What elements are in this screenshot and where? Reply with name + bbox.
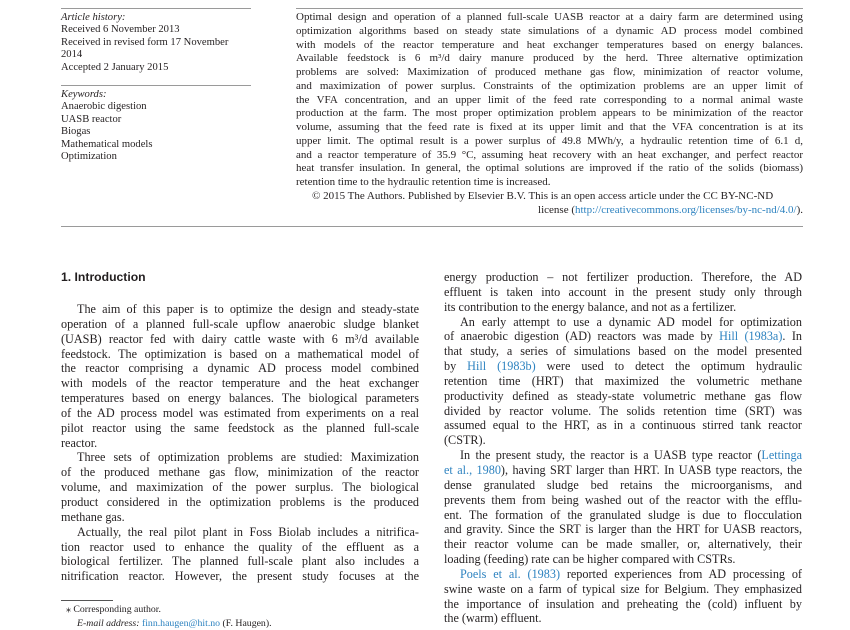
text-line: with models of the reactor temperature and the heat exchanger (61, 376, 419, 391)
text-line: heat transfer insulation. In general, the optimal solutions are improved if the ratio of the solids (biomass) (296, 162, 803, 175)
abstract-bottom-rule (61, 226, 803, 227)
keyword: UASB reactor (61, 113, 122, 125)
text-line: and gravity. Since the SRT is larger than the HRT for UASB reactors, (444, 522, 802, 537)
text-line: et al., 1980), having SRT larger than HRT. In UASB type reactors, the (444, 462, 802, 477)
text-line: Actually, the real pilot plant in Foss Biolab includes a nitrifica- (77, 524, 419, 539)
text-line: the reactor comprising a dynamic AD process model combined (61, 361, 419, 376)
text-line: Optimal design and operation of a planned full-scale UASB reactor at a dairy farm are determined using (296, 11, 803, 23)
reference-link[interactable]: Lettinga (761, 448, 802, 463)
text-line: volume, and maximization of the power surplus. The biological (61, 480, 419, 495)
article-history (61, 12, 251, 74)
text-line: of the produced methane gas flow, minimization of the reactor (61, 465, 419, 480)
text-line: Three sets of optimization problems are studied: Maximization (77, 450, 419, 465)
text-line: Available feedstock is 6 m³/d dairy manure produced by the herd. Three alternative optimization (296, 52, 803, 65)
text-line: operation of a planned full-scale upflow anaerobic sludge blanket (61, 316, 419, 331)
text-line: energy production – not fertilizer production. Therefore, the AD (444, 270, 802, 284)
left-column (61, 302, 419, 584)
text-line: assumed equal to the HRT, as in a continuous stirred tank reactor (444, 418, 802, 433)
keyword: Mathematical models (61, 138, 153, 150)
top-rule-left (61, 8, 251, 9)
text-line: methane gas. (61, 509, 125, 524)
abstract-paragraph (296, 204, 803, 218)
top-rule-right (296, 8, 803, 9)
email-link[interactable]: finn.haugen@hit.no (141, 617, 221, 629)
text-line: productivity defined as steady-state volumetric methane gas flow (444, 388, 802, 403)
text-line: retention time (HRT) that maximized the volumetric methane (444, 373, 802, 388)
text-line: license (http://creativecommons.org/licenses/by-nc-nd/4.0/). (538, 203, 803, 216)
text-line: pilot reactor using the same feedstock as the planned full-scale (61, 420, 419, 435)
keyword: Optimization (61, 151, 117, 163)
text-line: and maximization of power surplus. Constraints of the optimization problems are an upper limit of (296, 79, 803, 92)
text-line: biological fertilizer. The planned full-scale plant also includes a (61, 554, 419, 569)
text-line: The aim of this paper is to optimize the design and steady-state (77, 302, 419, 316)
email-label: E-mail address: (77, 617, 140, 629)
text-line: volume, assuming that the feed rate is fixed at its upper limit and that the VFA concentration is at its (296, 121, 803, 133)
text-line: An early attempt to use a dynamic AD model for optimization (460, 314, 802, 329)
abstract-paragraph (296, 11, 803, 190)
text-line: tion reactor used to enhance the quality of the effluent as a (61, 539, 419, 554)
text-line: (UASB) reactor fed with dairy cattle waste with 6 m³/d available (61, 331, 419, 346)
text-line: that study, a series of simulations based on the model presented (444, 344, 802, 359)
text-line: dense granulated sludge bed retains the microorganisms, and (444, 477, 802, 492)
right-column-paragraph (444, 448, 802, 567)
history-item: Received in revised form 17 November 2014 (61, 36, 229, 61)
abstract-paragraph (296, 190, 803, 204)
text-line: divided by reactor volume. The solids retention time (SRT) was (444, 403, 802, 418)
reference-link[interactable]: Poels et al. (1983) (460, 566, 561, 581)
text-line: of the AD process model was estimated from experiments on a real (61, 405, 419, 420)
text-line: swine waste on a farm of typical size for Belgium. They emphasized (444, 581, 802, 596)
text-line: of anaerobic digestion (AD) reactors was made by Hill (1983a). In (444, 329, 802, 344)
text-line: optimization algorithms based on steady state simulations of a dynamic AD process model combined (296, 24, 803, 37)
history-item: Received 6 November 2013 (61, 24, 180, 36)
text-line: the (warm) effluent. (444, 611, 542, 626)
text-line: ent. The formation of the granulated sludge is due to flocculation (444, 507, 802, 522)
keywords-rule (61, 85, 251, 86)
footnote (61, 603, 272, 630)
reference-link[interactable]: Hill (1983a) (719, 329, 783, 344)
email-suffix: (F. Haugen). (220, 617, 272, 629)
text-line: with models of the reactor temperature and heat exchanger temperatures based on energy balances. (296, 38, 803, 51)
left-column-paragraph (61, 525, 419, 584)
keywords (61, 89, 251, 163)
article-history-heading: Article history: (61, 12, 126, 23)
text-line: In the present study, the reactor is a UASB type reactor (Lettinga (460, 448, 802, 463)
text-line: production at the farm. The most proper optimization problem appears to be minimization of the reactor (296, 107, 803, 120)
footnote-marker: ⁎ (66, 604, 71, 615)
text-line: loading (feeding) rate can be higher compared with CSTRs. (444, 552, 736, 567)
footnote-text: Corresponding author. (73, 604, 161, 615)
reference-link[interactable]: et al., 1980 (444, 462, 501, 477)
text-line: by Hill (1983b) were used to detect the optimum hydraulic (444, 359, 803, 374)
keyword: Biogas (61, 126, 91, 138)
text-line: © 2015 The Authors. Published by Elsevier B.V. This is an open access article under the CC BY-NC-ND (312, 189, 774, 202)
keywords-heading: Keywords: (61, 89, 107, 100)
left-column-paragraph (61, 302, 419, 450)
text-line: upper limit. The optimal result is a power surplus of 49.8 MWh/y, a hydraulic retention time of 6.1 d, (296, 134, 803, 147)
right-column-paragraph (444, 315, 802, 449)
keyword: Anaerobic digestion (61, 101, 147, 113)
text-line: reactor. (61, 435, 98, 450)
footnote-rule (61, 600, 113, 601)
reference-link[interactable]: http://creativecommons.org/licenses/by-nc-nd/4.0/ (574, 203, 797, 216)
text-line: and a reactor temperature of 35.9 °C, assuming heat recovery with an heat exchanger, and perfect reactor (296, 148, 803, 161)
text-line: problems are solved: Maximization of produced methane gas flow, minimization of reactor volume, (296, 66, 803, 78)
right-column-paragraph (444, 270, 802, 315)
text-line: feedstock. The optimization is based on a mathematical model of (61, 346, 419, 361)
text-line: effluent is taken into account in the present study only through (444, 284, 802, 299)
section-heading: 1. Introduction (61, 270, 146, 284)
reference-link[interactable]: Hill (1983b) (467, 359, 536, 374)
right-column (444, 270, 802, 626)
text-line: temperatures based on energy balances. The biological parameters (61, 391, 419, 406)
text-line: the importance of insulation and preheating the (cold) influent by (444, 596, 802, 611)
history-item: Accepted 2 January 2015 (61, 61, 169, 73)
left-column-paragraph (61, 450, 419, 524)
text-line: (CSTR). (444, 433, 486, 448)
text-line: their reactor volume can be made smaller, or, alternatively, their (444, 537, 802, 552)
text-line: its contribution to the energy balance, and not as a fertilizer. (444, 299, 737, 314)
text-line: the VFA concentration, and an upper limit of the feed rate corresponding to a normal animal waste (296, 93, 803, 106)
text-line: nitrification reactor. However, the present study focuses at the (61, 569, 419, 584)
text-line: prevents them from being washed out of the reactor with the efflu- (444, 492, 802, 507)
right-column-paragraph (444, 567, 802, 626)
text-line: product considered in the optimization problems is the produced (61, 494, 419, 509)
text-line: Poels et al. (1983) reported experiences from AD processing of (460, 566, 802, 581)
text-line: retention time to the hydraulic retention time is increased. (296, 176, 551, 188)
abstract (296, 11, 803, 217)
